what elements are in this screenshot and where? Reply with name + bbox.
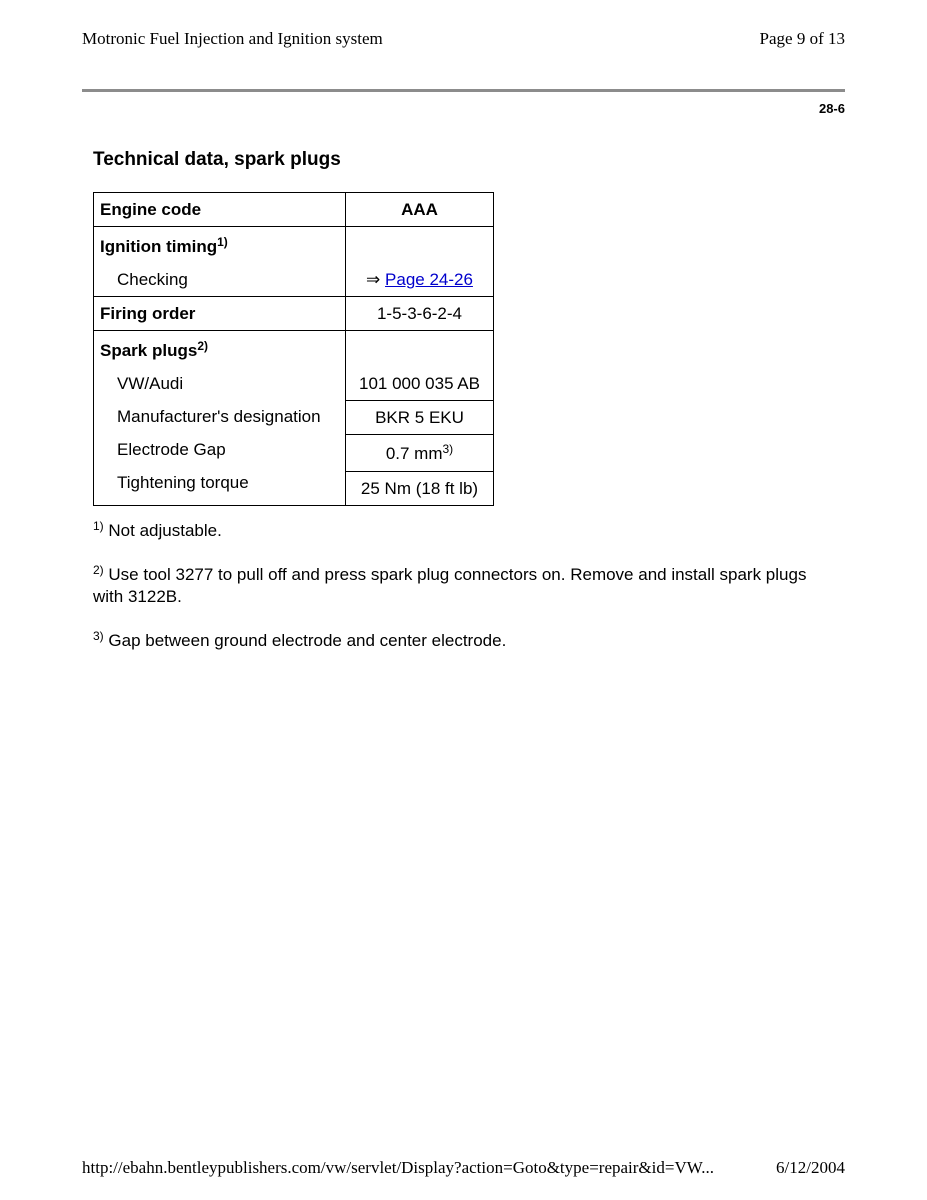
- manufacturer-designation-value: BKR 5 EKU: [346, 400, 493, 435]
- document-title: Motronic Fuel Injection and Ignition system: [82, 29, 383, 48]
- checking-value: [346, 263, 493, 296]
- footnote-2-text: Use tool 3277 to pull off and press spark plug connectors on. Remove and install spark plugs with 3122B.: [93, 565, 807, 606]
- vw-audi-value: 101 000 035 AB: [358, 374, 480, 393]
- footer-url: http://ebahn.bentleypublishers.com/vw/servlet/Display?action=Goto&type=repair&id=VW...: [82, 1158, 714, 1177]
- table-header-row: [94, 193, 494, 227]
- footer-date: 6/12/2004: [776, 1158, 845, 1177]
- firing-order-label: Firing order: [100, 304, 196, 323]
- electrode-gap-value: [346, 435, 493, 471]
- table-row-ignition-timing: [94, 227, 494, 297]
- firing-order-value: 1-5-3-6-2-4: [376, 304, 463, 323]
- footnote-1-ref: 1): [93, 519, 104, 533]
- spark-plugs-label: Spark plugs: [100, 341, 198, 360]
- footnote-2-ref: 2): [93, 563, 104, 577]
- vw-audi-label: VW/Audi: [117, 374, 184, 393]
- firing-order-label-cell: [94, 297, 346, 331]
- footnote-ref-3: 3): [442, 442, 454, 456]
- footnotes: [93, 520, 823, 674]
- arrow-right-icon: ⇒: [366, 270, 381, 289]
- header-divider: [82, 89, 845, 92]
- footnote-2: [93, 564, 823, 608]
- table-row-spark-plugs: [94, 331, 494, 506]
- table-row-firing-order: [94, 297, 494, 331]
- page-24-26-link[interactable]: Page 24-26: [385, 270, 473, 289]
- checking-label: Checking: [117, 270, 188, 289]
- section-number: 28-6: [818, 101, 845, 116]
- engine-code-header-cell: [94, 193, 346, 227]
- spark-plugs-value-cell: [346, 331, 494, 506]
- manufacturer-designation-label: Manufacturer's designation: [117, 407, 321, 426]
- tightening-torque-label: Tightening torque: [117, 473, 249, 492]
- footnote-1: [93, 520, 823, 542]
- footnote-1-text: Not adjustable.: [108, 521, 222, 540]
- footnote-3-text: Gap between ground electrode and center electrode.: [108, 631, 507, 650]
- engine-code-value: AAA: [401, 200, 438, 219]
- ignition-timing-value-cell: [346, 227, 494, 297]
- tightening-torque-value: 25 Nm (18 ft lb): [346, 471, 493, 505]
- footnote-3-ref: 3): [93, 629, 104, 643]
- page-title: Technical data, spark plugs: [93, 149, 341, 170]
- footnote-3: [93, 630, 823, 652]
- ignition-timing-label-cell: [94, 227, 346, 297]
- electrode-gap-label: Electrode Gap: [117, 440, 226, 459]
- electrode-gap-number: 0.7 mm: [385, 444, 443, 463]
- engine-code-value-cell: [346, 193, 494, 227]
- spark-plugs-label-cell: [94, 331, 346, 506]
- engine-code-header: Engine code: [100, 200, 202, 219]
- page-indicator: Page 9 of 13: [759, 29, 845, 48]
- firing-order-value-cell: [346, 297, 494, 331]
- footnote-ref-1: 1): [217, 235, 228, 249]
- ignition-timing-label: Ignition timing: [100, 237, 218, 256]
- ignition-timing-heading: [94, 227, 345, 263]
- footnote-ref-2: 2): [197, 339, 208, 353]
- spark-plug-data-table: [93, 192, 494, 506]
- spark-plugs-heading: [94, 331, 345, 367]
